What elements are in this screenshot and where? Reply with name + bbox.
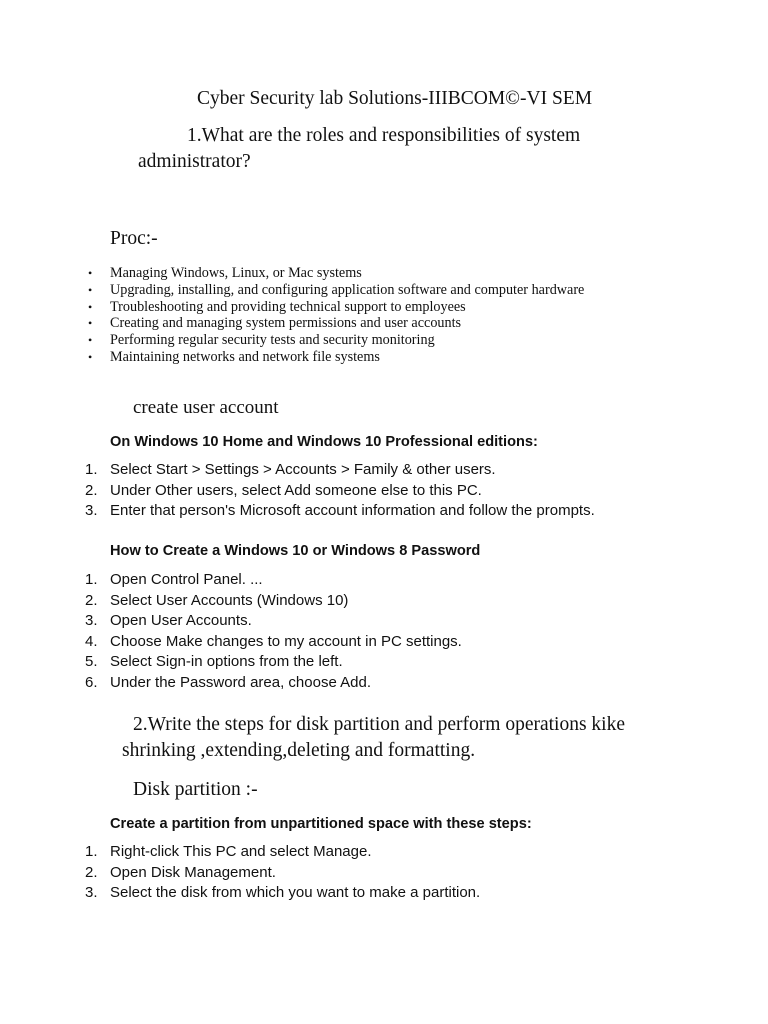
step-number: 3.	[85, 884, 98, 901]
step-number: 1.	[85, 461, 98, 478]
step-text: Under Other users, select Add someone else to this PC.	[110, 481, 482, 499]
list-item: • Upgrading, installing, and configuring application software and computer hardware	[88, 282, 584, 299]
responsibilities-list	[88, 265, 584, 366]
win10-steps-list	[85, 460, 595, 522]
step-text: Choose Make changes to my account in PC settings.	[110, 632, 462, 650]
list-item	[85, 842, 480, 863]
list-item	[85, 883, 480, 904]
step-number: 3.	[85, 502, 98, 519]
step-number: 1.	[85, 571, 98, 588]
step-number: 3.	[85, 612, 98, 629]
list-item	[85, 863, 480, 884]
step-number: 2.	[85, 481, 98, 499]
list-item: • Creating and managing system permissions and user accounts	[88, 315, 584, 332]
list-item	[85, 501, 595, 522]
win10-section-heading: On Windows 10 Home and Windows 10 Professional editions:	[110, 434, 538, 450]
step-text: Open User Accounts.	[110, 612, 252, 629]
partition-section-heading: Create a partition from unpartitioned space with these steps:	[110, 816, 532, 832]
document-title: Cyber Security lab Solutions-IIIBCOM©-VI SEM	[197, 88, 593, 109]
step-number: 6.	[85, 673, 98, 691]
password-steps-list	[85, 570, 462, 693]
list-item: • Performing regular security tests and security monitoring	[88, 332, 584, 349]
question-1-line-1: 1.What are the roles and responsibilities of system	[187, 125, 581, 146]
list-item: • Maintaining networks and network file systems	[88, 349, 584, 366]
list-item	[85, 570, 462, 591]
create-user-heading: create user account	[133, 397, 279, 418]
list-item	[85, 481, 595, 502]
step-text: Open Control Panel. ...	[110, 571, 263, 588]
list-item	[85, 673, 462, 694]
password-section-heading: How to Create a Windows 10 or Windows 8 Password	[110, 543, 481, 559]
question-2-line-2: shrinking ,extending,deleting and formatting.	[122, 740, 476, 761]
step-text: Under the Password area, choose Add.	[110, 673, 371, 691]
step-text: Select Start > Settings > Accounts > Family & other users.	[110, 461, 496, 478]
list-item	[85, 632, 462, 653]
step-number: 2.	[85, 863, 98, 881]
list-item	[85, 611, 462, 632]
question-1-line-2: administrator?	[138, 151, 251, 172]
proc-heading: Proc:-	[110, 228, 158, 249]
step-number: 4.	[85, 632, 98, 650]
list-item	[85, 460, 595, 481]
step-text: Select the disk from which you want to make a partition.	[110, 884, 481, 901]
list-item	[85, 591, 462, 612]
question-2-line-1: 2.Write the steps for disk partition and perform operations kike	[133, 714, 626, 735]
step-number: 2.	[85, 591, 98, 609]
step-number: 5.	[85, 653, 98, 670]
list-item: • Troubleshooting and providing technical support to employees	[88, 299, 584, 316]
partition-steps-list	[85, 842, 480, 904]
disk-partition-heading: Disk partition :-	[133, 779, 258, 800]
step-text: Open Disk Management.	[110, 863, 276, 881]
step-text: Right-click This PC and select Manage.	[110, 843, 372, 860]
step-text: Enter that person's Microsoft account information and follow the prompts.	[110, 502, 595, 519]
step-number: 1.	[85, 843, 98, 860]
step-text: Select User Accounts (Windows 10)	[110, 591, 349, 609]
step-text: Select Sign-in options from the left.	[110, 653, 343, 670]
list-item	[85, 652, 462, 673]
list-item: • Managing Windows, Linux, or Mac systems	[88, 265, 584, 282]
